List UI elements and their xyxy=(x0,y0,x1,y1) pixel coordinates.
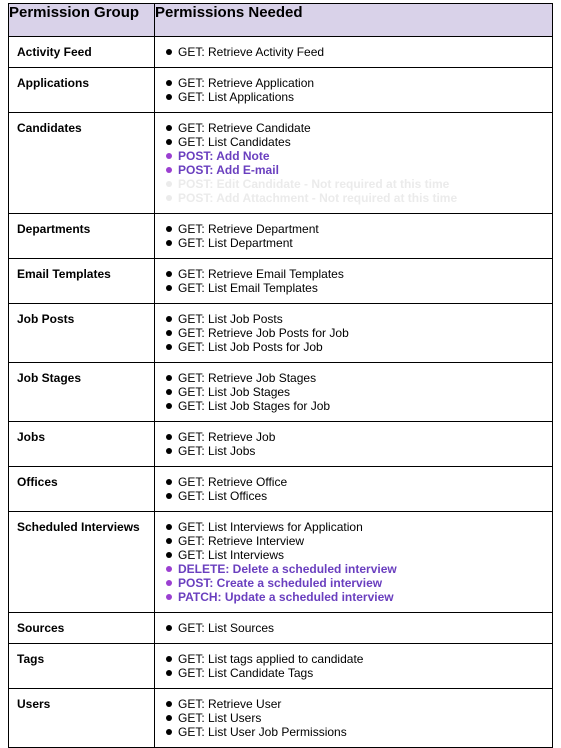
permission-item xyxy=(163,576,552,590)
permission-item xyxy=(163,340,552,354)
permission-list xyxy=(163,267,552,295)
permission-text: GET: Retrieve Activity Feed xyxy=(178,45,325,59)
permission-list xyxy=(163,652,552,680)
permission-text: GET: Retrieve Application xyxy=(178,76,315,90)
table-row xyxy=(9,37,553,68)
bullet-icon xyxy=(166,49,172,55)
permission-list xyxy=(163,371,552,413)
bullet-icon xyxy=(166,80,172,86)
bullet-icon xyxy=(166,153,172,159)
permissions-cell xyxy=(155,644,553,689)
permission-list xyxy=(163,45,552,59)
permission-list xyxy=(163,475,552,503)
permission-item xyxy=(163,534,552,548)
bullet-icon xyxy=(166,403,172,409)
table-row xyxy=(9,467,553,512)
permission-group-cell: Jobs xyxy=(9,422,155,467)
permission-item xyxy=(163,725,552,739)
permission-group-cell: Sources xyxy=(9,613,155,644)
permissions-cell xyxy=(155,214,553,259)
table-row xyxy=(9,689,553,748)
permissions-cell xyxy=(155,68,553,113)
permission-item xyxy=(163,621,552,635)
permission-text: GET: List Job Stages for Job xyxy=(178,399,331,413)
bullet-icon xyxy=(166,271,172,277)
permissions-cell xyxy=(155,37,553,68)
permission-list xyxy=(163,621,552,635)
permission-text: GET: List Job Posts xyxy=(178,312,283,326)
table-header-row xyxy=(9,4,553,37)
permission-group-cell: Email Templates xyxy=(9,259,155,304)
bullet-icon xyxy=(166,625,172,631)
permission-list xyxy=(163,430,552,458)
bullet-icon xyxy=(166,670,172,676)
permission-text: POST: Add Note xyxy=(178,149,270,163)
bullet-icon xyxy=(166,316,172,322)
permission-item xyxy=(163,697,552,711)
permission-text: POST: Add E-mail xyxy=(178,163,279,177)
permission-list xyxy=(163,76,552,104)
permission-text: GET: List Offices xyxy=(178,489,268,503)
permission-text: GET: List Interviews xyxy=(178,548,285,562)
table-row xyxy=(9,304,553,363)
permission-item xyxy=(163,562,552,576)
permission-text: GET: Retrieve Interview xyxy=(178,534,305,548)
permission-list xyxy=(163,520,552,604)
permission-text: GET: Retrieve Email Templates xyxy=(178,267,344,281)
bullet-icon xyxy=(166,375,172,381)
bullet-icon xyxy=(166,139,172,145)
permission-item xyxy=(163,135,552,149)
bullet-icon xyxy=(166,181,172,187)
permission-item xyxy=(163,281,552,295)
permission-text: GET: List User Job Permissions xyxy=(178,725,347,739)
bullet-icon xyxy=(166,448,172,454)
permission-list xyxy=(163,697,552,739)
bullet-icon xyxy=(166,434,172,440)
permission-group-cell: Activity Feed xyxy=(9,37,155,68)
bullet-icon xyxy=(166,240,172,246)
bullet-icon xyxy=(166,125,172,131)
permissions-cell xyxy=(155,259,553,304)
bullet-icon xyxy=(166,715,172,721)
permission-item xyxy=(163,326,552,340)
permission-text: GET: Retrieve Job Stages xyxy=(178,371,317,385)
table-row xyxy=(9,363,553,422)
permission-item xyxy=(163,399,552,413)
bullet-icon xyxy=(166,524,172,530)
permission-item xyxy=(163,191,552,205)
permission-item xyxy=(163,475,552,489)
bullet-icon xyxy=(166,195,172,201)
permission-text: POST: Add Attachment - Not required at this time xyxy=(178,191,458,205)
permission-item xyxy=(163,385,552,399)
permission-item xyxy=(163,121,552,135)
permission-group-cell: Departments xyxy=(9,214,155,259)
permission-text: GET: List tags applied to candidate xyxy=(178,652,364,666)
table-row xyxy=(9,214,553,259)
table-row xyxy=(9,512,553,613)
permission-text: GET: List Candidates xyxy=(178,135,291,149)
permission-text: GET: List Applications xyxy=(178,90,295,104)
bullet-icon xyxy=(166,389,172,395)
permission-item xyxy=(163,236,552,250)
permission-item xyxy=(163,489,552,503)
permission-group-cell: Scheduled Interviews xyxy=(9,512,155,613)
bullet-icon xyxy=(166,493,172,499)
permission-item xyxy=(163,45,552,59)
permission-item xyxy=(163,177,552,191)
permissions-cell xyxy=(155,467,553,512)
permission-group-cell: Offices xyxy=(9,467,155,512)
permission-item xyxy=(163,548,552,562)
permission-item xyxy=(163,711,552,725)
permission-item xyxy=(163,90,552,104)
bullet-icon xyxy=(166,285,172,291)
permission-text: GET: List Email Templates xyxy=(178,281,318,295)
permission-item xyxy=(163,520,552,534)
permission-item xyxy=(163,430,552,444)
bullet-icon xyxy=(166,594,172,600)
permission-text: GET: Retrieve Department xyxy=(178,222,319,236)
permissions-cell xyxy=(155,689,553,748)
permissions-cell xyxy=(155,363,553,422)
permission-text: GET: Retrieve User xyxy=(178,697,282,711)
permission-item xyxy=(163,76,552,90)
permissions-cell xyxy=(155,422,553,467)
permission-item xyxy=(163,312,552,326)
permission-item xyxy=(163,267,552,281)
table-row xyxy=(9,422,553,467)
permission-group-cell: Candidates xyxy=(9,113,155,214)
permission-group-cell: Tags xyxy=(9,644,155,689)
permission-text: PATCH: Update a scheduled interview xyxy=(178,590,394,604)
permission-text: DELETE: Delete a scheduled interview xyxy=(178,562,397,576)
permission-group-cell: Job Stages xyxy=(9,363,155,422)
table-row xyxy=(9,113,553,214)
permission-text: GET: Retrieve Candidate xyxy=(178,121,311,135)
permission-text: GET: Retrieve Job Posts for Job xyxy=(178,326,349,340)
permission-text: GET: List Department xyxy=(178,236,293,250)
bullet-icon xyxy=(166,226,172,232)
permission-text: GET: Retrieve Office xyxy=(178,475,288,489)
permission-group-cell: Applications xyxy=(9,68,155,113)
permission-item xyxy=(163,371,552,385)
permission-text: GET: List Sources xyxy=(178,621,275,635)
bullet-icon xyxy=(166,552,172,558)
permission-item xyxy=(163,222,552,236)
bullet-icon xyxy=(166,656,172,662)
permission-text: GET: List Job Posts for Job xyxy=(178,340,323,354)
bullet-icon xyxy=(166,566,172,572)
permissions-cell xyxy=(155,113,553,214)
permission-list xyxy=(163,222,552,250)
bullet-icon xyxy=(166,344,172,350)
permissions-cell xyxy=(155,613,553,644)
permission-group-cell: Job Posts xyxy=(9,304,155,363)
bullet-icon xyxy=(166,167,172,173)
header-permissions-needed: Permissions Needed xyxy=(155,4,553,37)
permission-text: POST: Edit Candidate - Not required at this time xyxy=(178,177,450,191)
permission-text: GET: List Interviews for Application xyxy=(178,520,363,534)
bullet-icon xyxy=(166,580,172,586)
header-permission-group: Permission Group xyxy=(9,4,155,37)
permission-list xyxy=(163,312,552,354)
bullet-icon xyxy=(166,538,172,544)
table-row xyxy=(9,644,553,689)
permission-text: GET: List Users xyxy=(178,711,262,725)
bullet-icon xyxy=(166,729,172,735)
permission-text: GET: List Jobs xyxy=(178,444,256,458)
permission-item xyxy=(163,590,552,604)
bullet-icon xyxy=(166,479,172,485)
permission-item xyxy=(163,149,552,163)
permissions-cell xyxy=(155,304,553,363)
permission-item xyxy=(163,163,552,177)
permission-text: GET: List Job Stages xyxy=(178,385,291,399)
permission-group-cell: Users xyxy=(9,689,155,748)
permission-text: GET: Retrieve Job xyxy=(178,430,276,444)
permission-item xyxy=(163,666,552,680)
permission-text: GET: List Candidate Tags xyxy=(178,666,314,680)
table-row xyxy=(9,259,553,304)
permission-item xyxy=(163,652,552,666)
permissions-cell xyxy=(155,512,553,613)
bullet-icon xyxy=(166,701,172,707)
permission-item xyxy=(163,444,552,458)
permission-list xyxy=(163,121,552,205)
table-body xyxy=(9,37,553,748)
permission-text: POST: Create a scheduled interview xyxy=(178,576,383,590)
bullet-icon xyxy=(166,330,172,336)
table-row xyxy=(9,68,553,113)
table-row xyxy=(9,613,553,644)
bullet-icon xyxy=(166,94,172,100)
permissions-table xyxy=(8,3,553,748)
